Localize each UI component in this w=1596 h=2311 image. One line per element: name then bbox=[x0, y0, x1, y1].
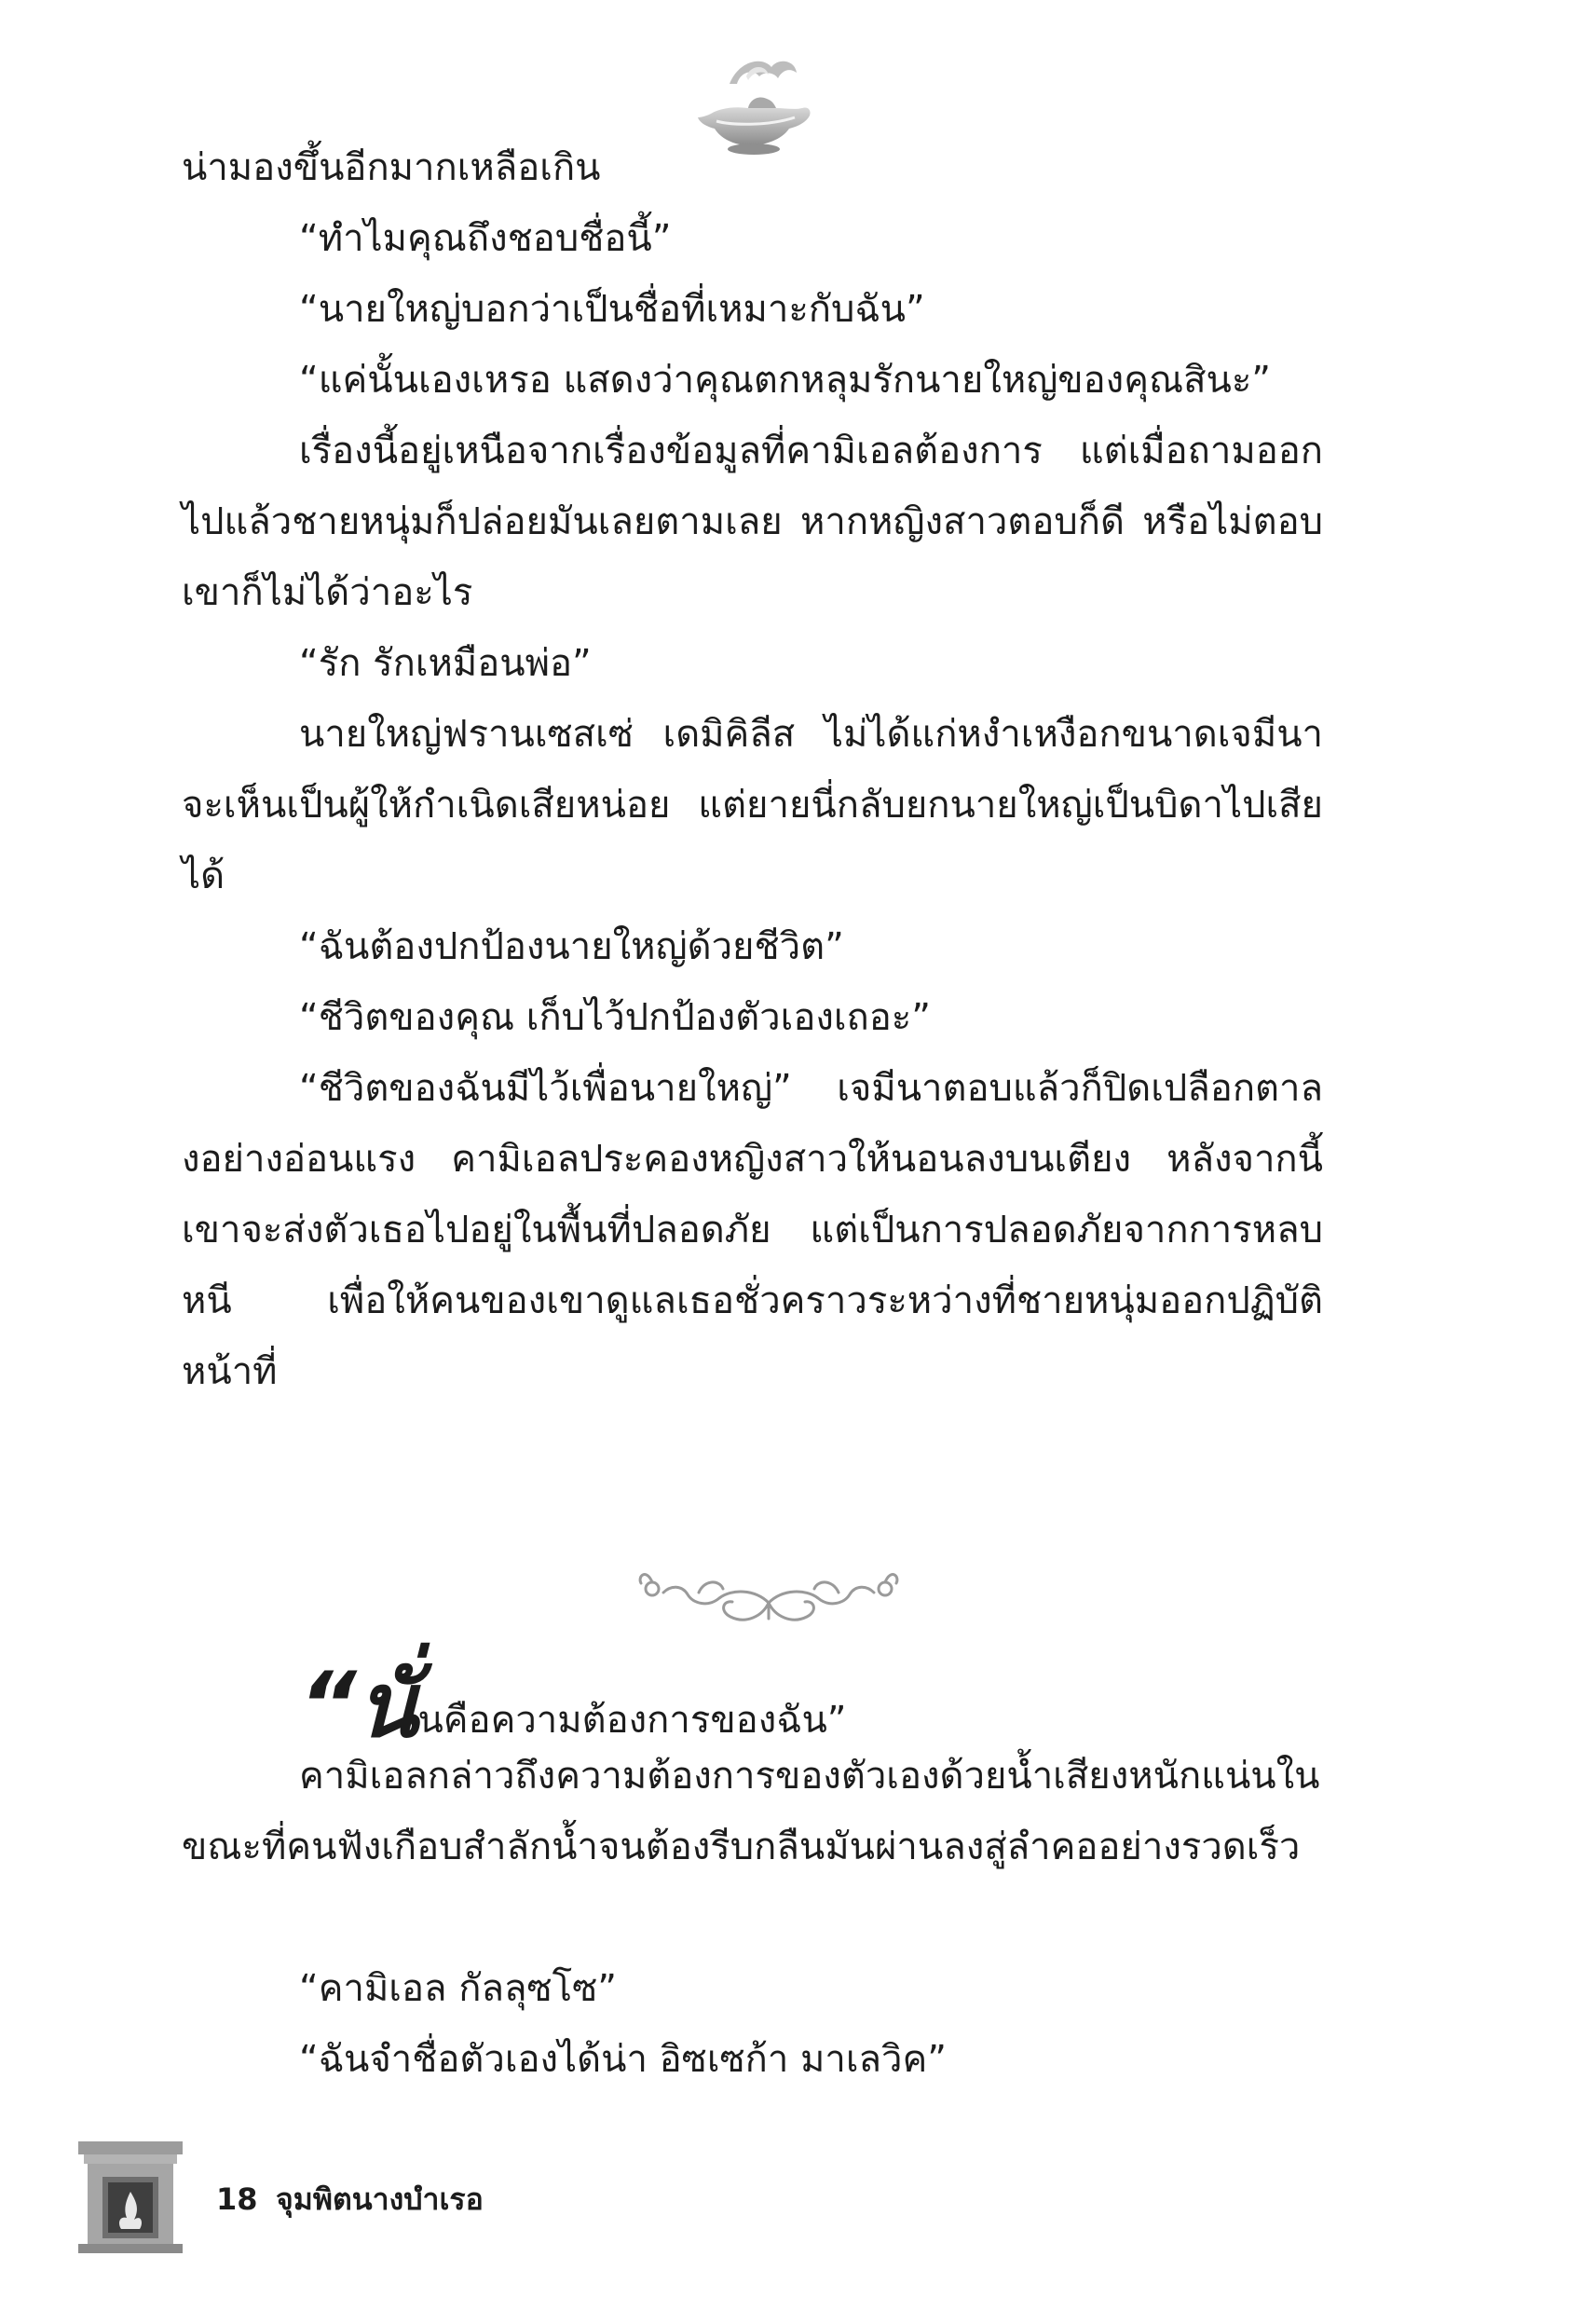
paragraph-6: “รัก รักเหมือนพ่อ” bbox=[299, 642, 592, 685]
paragraph-5: เรื่องนี้อยู่เหนือจากเรื่องข้อมูลที่คามิเอลต้องการ แต่เมื่อถามออกไปแล้วชายหนุ่มก็ปล่อยมันเลยตามเลย หากหญิงสาวตอบก็ดี หรือไม่ตอบ เขาก็ไม่ได้ว่าอะไร bbox=[182, 430, 1323, 614]
paragraph-8: “ฉันต้องปกป้องนายใหญ่ด้วยชีวิต” bbox=[299, 925, 844, 968]
paragraph-12: คามิเอลกล่าวถึงความต้องการของตัวเองด้วยน้ำเสียงหนักแน่นในขณะที่คนฟังเกือบสำลักน้ำจนต้องรีบกลืนมันผ่านลงสู่ลำคออย่างรวดเร็ว bbox=[182, 1755, 1320, 1868]
opening-line-text: นคือความต้องการของฉัน” bbox=[417, 1699, 847, 1742]
paragraph-13: “คามิเอล กัลลุซโซ” bbox=[299, 1967, 617, 2010]
book-title: จุมพิตนางบำเรอ bbox=[276, 2181, 484, 2217]
paragraph-1: น่ามองขึ้นอีกมากเหลือเกิน bbox=[182, 146, 601, 189]
paragraph-7: นายใหญ่ฟรานเซสเซ่ เดมิคิลีส ไม่ได้แก่หงำเหงือกขนาดเจมีนาจะเห็นเป็นผู้ให้กำเนิดเสียหน่อย แต่ยายนี่กลับยกนายใหญ่เป็นบิดาไปเสียได้ bbox=[182, 713, 1323, 897]
drop-cap: “นั่ bbox=[299, 1653, 418, 1757]
paragraph-14: “ฉันจำชื่อตัวเองได้น่า อิซเซก้า มาเลวิค” bbox=[299, 2038, 947, 2081]
scroll-ornament-icon bbox=[634, 1552, 904, 1635]
fireplace-icon bbox=[75, 2134, 186, 2255]
paragraph-4: “แค่นั้นเองเหรอ แสดงว่าคุณตกหลุมรักนายใหญ่ของคุณสินะ” bbox=[299, 359, 1272, 402]
paragraph-9: “ชีวิตของคุณ เก็บไว้ปกป้องตัวเองเถอะ” bbox=[299, 996, 931, 1039]
paragraph-3: “นายใหญ่บอกว่าเป็นชื่อที่เหมาะกับฉัน” bbox=[299, 288, 925, 331]
paragraph-10: “ชีวิตของฉันมีไว้เพื่อนายใหญ่” เจมีนาตอบแล้วก็ปิดเปลือกตาลงอย่างอ่อนแรง คามิเอลประคองหญิงสาวให้นอนลงบนเตียง หลังจากนี้เขาจะส่งตัวเธอไปอยู่ในพื้นที่ปลอดภัย แต่เป็นการปลอดภัยจากการหลบหนี เพื่อให้คนของเขาดูแลเธอชั่วคราวระหว่างที่ชายหนุ่มออกปฏิบัติหน้าที่ bbox=[182, 1067, 1323, 1393]
paragraph-2: “ทำไมคุณถึงชอบชื่อนี้” bbox=[299, 217, 672, 260]
page-number: 18 bbox=[216, 2181, 258, 2217]
